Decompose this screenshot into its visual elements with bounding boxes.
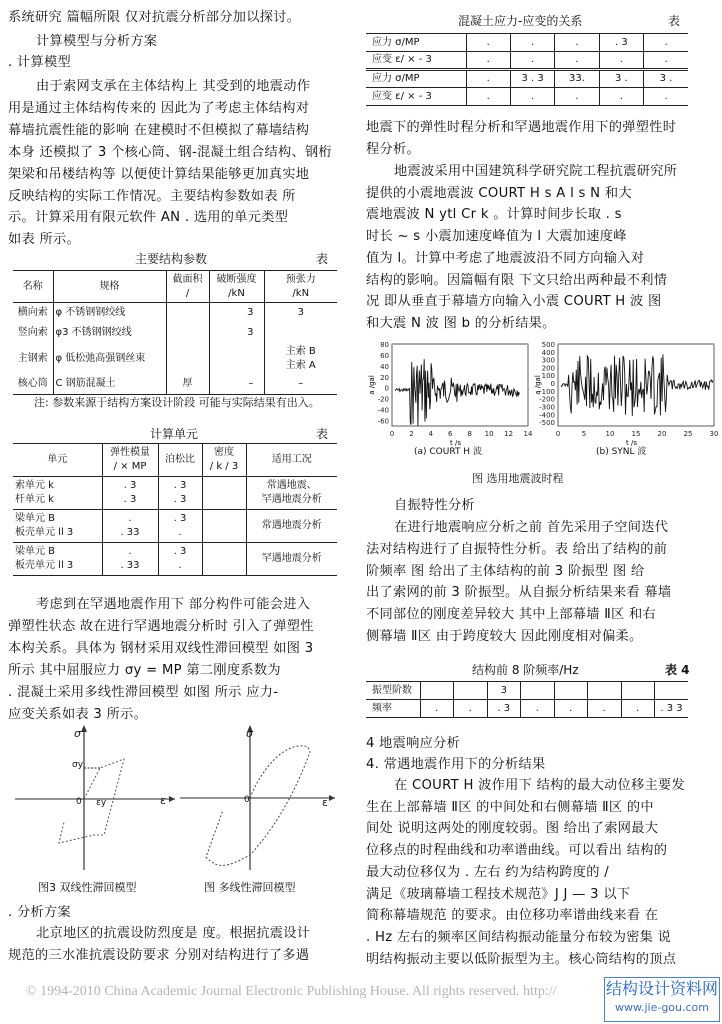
table4-title: 结构前 8 阶频率/Hz	[472, 663, 579, 677]
x-tick-label: 4	[428, 430, 434, 438]
table-cell: 梁单元 B 板壳单元 ll 3	[15, 513, 74, 538]
x-tick-label: 14	[523, 430, 533, 438]
table-row	[13, 543, 337, 576]
table-cell: 频率	[366, 700, 420, 718]
table-row	[13, 510, 337, 543]
y-tick-label: -60	[377, 417, 389, 426]
table2-label: 表	[316, 427, 329, 441]
text-line: 在进行地震响应分析之前 首先采用子空间迭代	[394, 520, 669, 535]
y-tick-label: 200	[541, 364, 555, 373]
table-cell	[166, 303, 209, 323]
table-cell: . 3	[599, 34, 643, 52]
table-cell: 常遇地震分析	[246, 510, 337, 543]
text-line: 简称幕墙规范 的要求。由位移功率谱曲线来看 在	[366, 908, 659, 924]
x-tick-label: 10	[605, 430, 615, 438]
table-cell: .	[644, 88, 688, 106]
table-cell: 3	[209, 323, 264, 343]
text-line: 北京地区的抗震设防烈度是 度。根据抗震设计	[36, 926, 311, 941]
table-row	[13, 323, 337, 343]
text-line: 弹塑性状态 故在进行罕遇地震分析时 引入了弹塑性	[8, 619, 314, 634]
text-line: 地震下的弹性时程分析和罕遇地震作用下的弹塑性时	[366, 120, 677, 135]
table-cell: .	[454, 700, 488, 718]
table-cell: .	[554, 700, 588, 718]
y-tick-label: 500	[541, 341, 555, 349]
table-cell: .	[466, 70, 510, 88]
table-cell: .	[555, 34, 599, 52]
text-line: 间处 说明这两处的刚度较弱。图 给出了索网最大	[366, 821, 659, 837]
text-line: . Hz 左右的频率区间结构振动能量分布较为密集 说	[366, 929, 672, 945]
text-line: 架梁和吊楼结构等 以便使计算结果能够更加真实地	[8, 166, 310, 182]
chart-court-h-wave	[366, 330, 536, 455]
text-line: 在 COURT H 波作用下 结构的最大动位移主要发	[394, 778, 685, 793]
text-line: 结构的影响。因篇幅有限 下文只给出两种最不利情	[366, 272, 668, 288]
x-tick-label: 10	[484, 430, 494, 438]
table-cell: 应力 σ/MP	[366, 34, 466, 52]
text-line: 所示 其中屈服应力 σy = MP 第二刚度系数为	[8, 663, 281, 678]
table1-title: 主要结构参数	[135, 252, 208, 266]
fig3-sigma-y: σy	[72, 760, 84, 770]
table-cell	[588, 682, 622, 700]
table-header: 密度 / k / 3	[202, 444, 246, 477]
text-line: 和大震 N 波 图 b 的分析结果。	[366, 315, 556, 331]
logo-url[interactable]: www.jie-gou.com	[615, 1001, 709, 1014]
fig4-y-label: σ	[246, 727, 253, 740]
x-tick-label: 20	[657, 430, 667, 438]
table-cell: .	[466, 34, 510, 52]
fig3-y-label: σ	[74, 727, 81, 740]
x-tick-label: 5	[581, 430, 587, 438]
table-cell: .	[466, 52, 510, 70]
y-tick-label: 20	[380, 373, 389, 382]
y-tick-label: 60	[380, 351, 389, 360]
table-cell: 3	[487, 682, 521, 700]
table-header: 规格	[53, 271, 166, 303]
logo-text: 结构设计资料网	[605, 979, 718, 998]
text-line: 应变关系如表 3 所示。	[8, 707, 148, 722]
fig4-multilinear-diagram	[178, 725, 338, 875]
table-cell: 3 .	[599, 70, 643, 88]
waveform-line	[561, 354, 713, 416]
table-cell	[521, 682, 555, 700]
table-cell: .	[599, 88, 643, 106]
table-cell	[202, 510, 246, 543]
table-cell: .	[521, 700, 555, 718]
y-tick-label: 0	[384, 384, 389, 393]
table-header: 弹性模量 / × MP	[102, 444, 158, 477]
y-axis-label: a /gal	[368, 375, 376, 395]
x-tick-label: 8	[467, 430, 472, 438]
text-line: 示。计算采用有限元软件 AN . 选用的单元类型	[8, 210, 289, 226]
y-tick-label: 400	[541, 348, 555, 357]
table-cell: φ 低松弛高强钢丝束	[53, 343, 166, 375]
subsection-plan: . 分析方案	[8, 905, 71, 920]
table-cell: . 3 .	[158, 510, 202, 543]
text-line: 况 即从垂直于幕墙方向输入小震 COURT H 波 图	[366, 294, 662, 310]
table-cell: .	[644, 52, 688, 70]
table3-title: 混凝土应力-应变的关系	[458, 14, 583, 28]
table-header: 截面积 /	[166, 271, 209, 303]
y-tick-label: -20	[377, 395, 389, 404]
table-cell: 横向索	[17, 306, 48, 318]
text-line: 侧幕墙 Ⅱ区 由于跨度较大 因此刚度相对偏柔。	[366, 629, 643, 644]
section-4-1-heading: 4. 常遇地震作用下的分析结果	[366, 757, 546, 772]
x-tick-label: 2	[409, 430, 414, 438]
table-cell: .	[510, 88, 554, 106]
text-line: 规范的三水准抗震设防要求 分别对结构进行了多遇	[8, 948, 310, 963]
table-cell: . . 33	[102, 543, 158, 576]
table-cell	[454, 682, 488, 700]
subsection-modal: 自振特性分析	[394, 498, 475, 513]
table-cell: 常遇地震、 罕遇地震分析	[246, 477, 337, 510]
table4-label: 表 4	[665, 663, 690, 677]
table-cell: . 3 3	[655, 700, 689, 718]
text-line: 法对结构进行了自振特性分析。表 给出了结构的前	[366, 541, 668, 557]
y-tick-label: 80	[380, 341, 389, 349]
text-line: 本构关系。具体为 钢材采用双线性滞回模型 如图 3	[8, 641, 314, 656]
y-tick-label: 100	[541, 372, 555, 381]
table-concrete-stress-strain	[366, 33, 688, 106]
fig4-caption: 图 多线性滞回模型	[204, 881, 296, 894]
y-tick-label: -400	[539, 411, 555, 420]
fig3-eps-y: εy	[96, 798, 107, 808]
x-tick-label: 6	[448, 430, 453, 438]
fig4-x-label: ε	[322, 796, 328, 809]
y-tick-label: -40	[377, 406, 389, 415]
section-4-heading: 4 地震响应分析	[366, 736, 461, 751]
text-line: 时长 ~ s 小震加速度峰值为 l 大震加速度峰	[366, 229, 627, 245]
text-line: 生在上部幕墙 Ⅱ区 的中间处和右侧幕墙 Ⅱ区 的中	[366, 799, 654, 815]
x-tick-label: 12	[504, 430, 514, 438]
table-cell: 3	[264, 303, 337, 323]
table-row	[13, 477, 337, 510]
y-tick-label: -500	[539, 419, 555, 428]
table-header: 名称	[22, 280, 43, 292]
y-tick-label: -300	[539, 403, 555, 412]
y-tick-label: 300	[541, 356, 555, 365]
chart-a-caption: (a) COURT H 波	[414, 447, 482, 457]
text-line: 用是通过主体结构传来的 因此为了考虑主体结构对	[8, 100, 310, 116]
table-cell: . 3 . 3	[158, 477, 202, 510]
text-line: 出了索网的前 3 阶振型。从自振分析结果来看 幕墙	[366, 585, 672, 601]
table-row	[366, 34, 688, 52]
table-cell: .	[644, 34, 688, 52]
text-line: 不同部位的刚度差异较大 其中上部幕墙 Ⅱ区 和右	[366, 607, 657, 623]
table-cell: 振型阶数	[366, 682, 420, 700]
x-tick-label: 0	[555, 430, 561, 438]
x-tick-label: 25	[683, 430, 693, 438]
table-row	[366, 70, 688, 88]
x-tick-label: 0	[389, 430, 395, 438]
intro-line: 系统研究 篇幅所限 仅对抗震分析部分加以探讨。	[8, 10, 301, 25]
table-cell: 33.	[555, 70, 599, 88]
x-tick-label: 15	[631, 430, 641, 438]
text-line: 本身 还模拟了 3 个核心筒、钢-混凝土组合结构、钢桁	[8, 144, 332, 160]
table-cell: 主索 B 主索 A	[264, 343, 337, 375]
table-row	[13, 343, 337, 375]
table-cell	[264, 323, 337, 343]
table-cell: .	[466, 88, 510, 106]
table-cell: 厚	[166, 375, 209, 395]
waveform-line	[395, 359, 519, 426]
table-row	[366, 682, 688, 700]
table-cell: . 3 .	[158, 543, 202, 576]
table-cell	[202, 543, 246, 576]
table-cell: 3 .	[644, 70, 688, 88]
y-tick-label: 0	[550, 380, 555, 389]
table-cell: 竖向索	[17, 326, 48, 338]
text-line: 幕墙抗震性能的影响 在建模时不但模拟了幕墙结构	[8, 122, 310, 138]
table-cell: .	[420, 700, 454, 718]
fig3-caption: 图3 双线性滞回模型	[38, 881, 137, 894]
table-header: 破断强度 /kN	[209, 271, 264, 303]
table1-note: 注: 参数来源于结构方案设计阶段 可能与实际结果有出入。	[34, 396, 320, 409]
x-tick-label: 30	[709, 430, 719, 438]
table-cell: 3 . 3	[510, 70, 554, 88]
table-header: 适用工况	[246, 444, 337, 477]
table-cell: 应变 ε/ × - 3	[366, 88, 466, 106]
fig-waves-caption: 图 选用地震波时程	[472, 472, 564, 485]
table-cell: .	[555, 52, 599, 70]
text-line: 地震波采用中国建筑科学研究院工程抗震研究所	[394, 164, 678, 179]
table-cell: 应变 ε/ × - 3	[366, 52, 466, 70]
text-line: 由于索网支承在主体结构上 其受到的地震动作	[36, 79, 311, 94]
x-axis-label: t /s	[450, 439, 461, 447]
table-cell: . . 33	[102, 510, 158, 543]
table-row	[366, 700, 688, 718]
table-header: 单元	[47, 454, 68, 465]
text-line: . 混凝土采用多线性滞回模型 如图 所示 应力-	[8, 685, 279, 700]
table-cell: –	[264, 375, 337, 395]
text-line: 提供的小震地震波 COURT H s A l s N 和大	[366, 185, 632, 201]
table-cell: .	[621, 700, 655, 718]
chart-b-caption: (b) SYNL 波	[596, 447, 647, 457]
site-logo[interactable]	[604, 977, 720, 1022]
table-structure-params	[13, 270, 337, 395]
text-line: 最大动位移仅为 . 左右 约为结构跨度的 /	[366, 864, 610, 880]
y-axis-label: a /gal	[534, 375, 542, 395]
x-axis-label: t /s	[626, 439, 637, 447]
table-row	[366, 52, 688, 70]
chart-synl-wave	[532, 330, 722, 455]
table-cell: .	[588, 700, 622, 718]
fig3-x-label: ε	[160, 794, 166, 807]
text-line: 满足《玻璃幕墙工程技术规范》J J — 3 以下	[366, 886, 631, 902]
text-line: 程分析。	[366, 141, 420, 157]
fig3-bilinear-diagram	[10, 725, 180, 875]
table-cell	[202, 477, 246, 510]
table-cell: –	[209, 375, 264, 395]
table-cell	[209, 343, 264, 375]
table-cell: .	[510, 34, 554, 52]
subsection-heading: . 计算模型	[8, 55, 71, 70]
table-cell: φ3 不锈钢钢绞线	[53, 323, 166, 343]
table-cell: . 3 . 3	[102, 477, 158, 510]
table-cell	[655, 682, 689, 700]
text-line: 阶频率 图 给出了主体结构的前 3 阶振型 图 给	[366, 563, 645, 579]
fig3-origin: 0	[76, 797, 82, 807]
y-tick-label: -100	[539, 387, 555, 396]
table-cell: 梁单元 B 板壳单元 ll 3	[15, 546, 74, 571]
table-compute-units	[13, 443, 337, 576]
table3-label: 表	[668, 14, 681, 28]
text-line: 震地震波 N ytl Cr k 。计算时间步长取 . s	[366, 207, 622, 223]
y-tick-label: -200	[539, 395, 555, 404]
table-cell: 3	[209, 303, 264, 323]
text-line: 如表 所示。	[8, 232, 80, 248]
table-cell: φ 不锈钢钢绞线	[53, 303, 166, 323]
table-row	[13, 375, 337, 395]
table-cell: .	[555, 88, 599, 106]
table-cell: 应力 σ/MP	[366, 70, 466, 88]
table-cell: C 钢筋混凝土	[53, 375, 166, 395]
table-cell	[554, 682, 588, 700]
table-cell: . 3	[487, 700, 521, 718]
text-line: 明结构振动主要以低阶振型为主。核心筒结构的顶点	[366, 951, 677, 967]
table-cell	[621, 682, 655, 700]
table2-title: 计算单元	[150, 427, 199, 441]
table-header: 预张力 /kN	[264, 271, 337, 303]
table-row	[366, 88, 688, 106]
y-tick-label: 40	[380, 362, 389, 371]
table-cell: 主钢索	[17, 352, 48, 364]
text-line: 值为 l。计算中考虑了地震波沿不同方向输入对	[366, 250, 645, 266]
table-cell	[166, 323, 209, 343]
table-cell: 核心筒	[17, 378, 48, 390]
table-frequencies	[366, 681, 688, 718]
fig4-origin: 0	[244, 795, 250, 805]
table-cell: .	[510, 52, 554, 70]
table-row	[13, 303, 337, 323]
table-cell: 索单元 k 杆单元 k	[15, 480, 54, 505]
section-heading: 计算模型与分析方案	[36, 34, 158, 49]
copyright-footer: © 1994-2010 China Academic Journal Electronic Publishing House. All rights reserved. http://	[26, 984, 557, 999]
table-cell	[166, 343, 209, 375]
text-line: 位移点的时程曲线和功率谱曲线。可以看出 结构的	[366, 843, 668, 859]
table-cell: 罕遇地震分析	[246, 543, 337, 576]
table-header: 泊松比	[158, 444, 202, 477]
text-line: 反映结构的实际工作情况。主要结构参数如表 所	[8, 188, 296, 204]
table1-label: 表	[316, 252, 329, 266]
table-cell	[420, 682, 454, 700]
table-cell: .	[599, 52, 643, 70]
text-line: 考虑到在罕遇地震作用下 部分构件可能会进入	[36, 597, 311, 612]
